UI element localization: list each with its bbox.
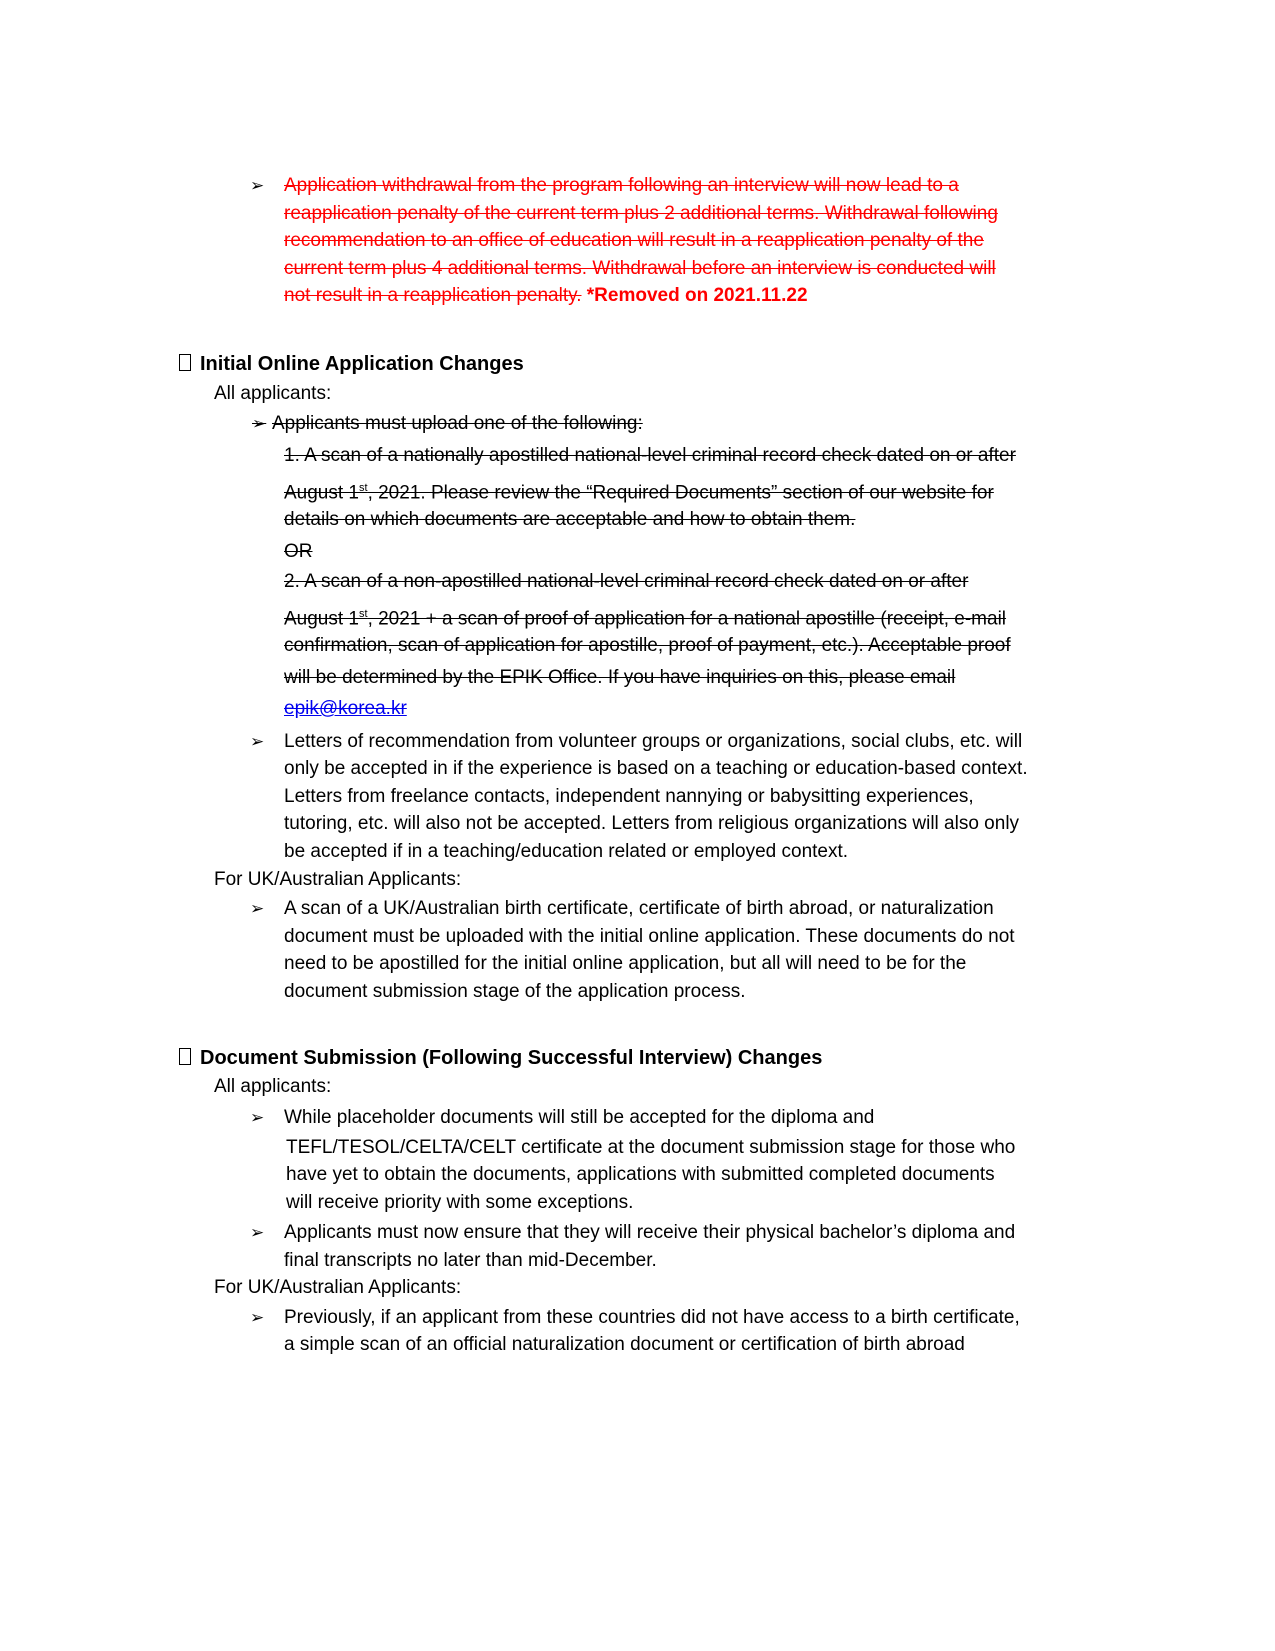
section-heading-text: Initial Online Application Changes [200,353,524,375]
ordinal-suffix: st [359,608,368,620]
email-line [284,695,407,723]
arrow-bullet-icon: ➢ [250,1108,265,1127]
ordinal-suffix: st [359,482,368,494]
struck-option1-line: 1. A scan of a nationally apostilled national-level criminal record check dated on or after [284,445,1016,466]
checkbox-glyph-icon [179,1048,191,1065]
email-link[interactable]: epik@korea.kr [284,698,407,719]
arrow-bullet-icon: ➢ [250,1223,265,1242]
struck-option2-line: 2. A scan of a non-apostilled national-level criminal record check dated on or after [284,571,969,592]
arrow-bullet-icon: ➢ [250,176,265,195]
struck-option2-line: confirmation, scan of application for apostille, proof of payment, etc.). Acceptable proof [284,635,1011,656]
uk-item-line: Previously, if an applicant from these countries did not have access to a birth certificate, [284,1307,1020,1328]
arrow-bullet-icon: ➢ [250,899,265,918]
diploma-line: Applicants must now ensure that they will receive their physical bachelor’s diploma and [284,1222,1016,1243]
placeholder-line: TEFL/TESOL/CELTA/CELT certificate at the document submission stage for those who [286,1137,1016,1158]
all-applicants-label: All applicants: [214,383,332,404]
date-continuation: , 2021. Please review the “Required Documents” section of our website for [367,482,994,504]
struck-option1-line: details on which documents are acceptable and how to obtain them. [284,509,856,530]
struck-intro: Applicants must upload one of the following: [272,413,643,434]
arrow-bullet-icon: ➢ [250,732,265,751]
placeholder-line: have yet to obtain the documents, applications with submitted completed documents [286,1164,995,1185]
uk-item-line: document submission stage of the application process. [284,981,746,1002]
date-continuation: , 2021 + a scan of proof of application for a national apostille (receipt, e-mail [367,608,1007,630]
removed-line: Application withdrawal from the program following an interview will now lead to a [284,175,959,196]
date-text: August 1 [284,608,359,630]
struck-or: OR [284,541,313,562]
uk-item-line: document must be uploaded with the initial online application. These documents do not [284,926,1015,947]
struck-option1-line [284,474,994,507]
uk-applicants-label: For UK/Australian Applicants: [214,869,462,890]
uk-item-line: A scan of a UK/Australian birth certificate, certificate of birth abroad, or naturalization [284,898,994,919]
arrow-bullet-icon: ➢ [250,1308,265,1327]
letters-line: Letters of recommendation from volunteer groups or organizations, social clubs, etc. will [284,731,1023,752]
removed-line: current term plus 4 additional terms. Withdrawal before an interview is conducted will [284,258,996,279]
date-text: August 1 [284,482,359,504]
removed-last-line [284,282,808,310]
struck-option2-line: will be determined by the EPIK Office. If you have inquiries on this, please email [284,667,956,688]
placeholder-line: While placeholder documents will still be accepted for the diploma and [284,1107,875,1128]
checkbox-glyph-icon [179,354,191,371]
removed-line: reapplication penalty of the current term plus 2 additional terms. Withdrawal following [284,203,998,224]
letters-line: tutoring, etc. will also not be accepted. Letters from religious organizations will also only [284,813,1020,834]
letters-line: be accepted if in a teaching/education related or employed context. [284,841,849,862]
struck-option2-line [284,600,1006,633]
section-heading-initial-application [179,350,524,378]
removed-note: *Removed on 2021.11.22 [581,285,808,306]
letters-line: Letters from freelance contacts, independent nannying or babysitting experiences, [284,786,974,807]
uk-item-line: need to be apostilled for the initial online application, but all will need to be for the [284,953,967,974]
placeholder-line: will receive priority with some exceptions. [286,1192,634,1213]
uk-item-line: a simple scan of an official naturalization document or certification of birth abroad [284,1334,965,1355]
arrow-bullet-icon: ➢ [252,414,267,433]
removed-line: recommendation to an office of education will result in a reapplication penalty of the [284,230,984,251]
diploma-line: final transcripts no later than mid-December. [284,1250,657,1271]
letters-line: only be accepted in if the experience is based on a teaching or education-based context. [284,758,1028,779]
section-heading-text: Document Submission (Following Successful Interview) Changes [200,1047,823,1069]
all-applicants-label: All applicants: [214,1076,332,1097]
removed-line: not result in a reapplication penalty. [284,285,582,306]
section-heading-document-submission [179,1044,822,1072]
uk-applicants-label: For UK/Australian Applicants: [214,1277,462,1298]
